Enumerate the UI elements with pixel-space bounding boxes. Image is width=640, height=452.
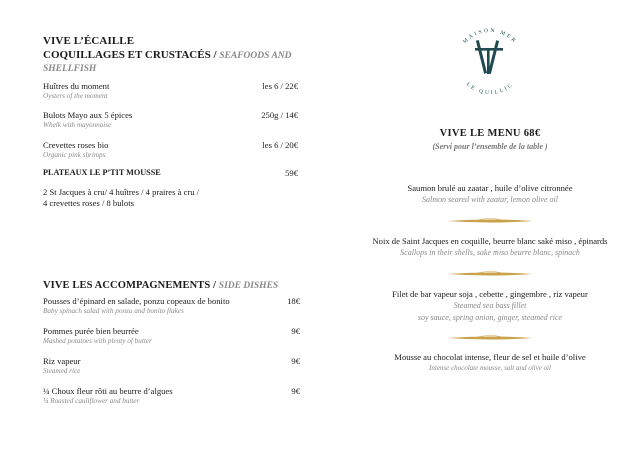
ecaille-subtitle-fr: COQUILLAGES ET CRUSTACÉS / <box>43 49 220 61</box>
item-translation: Whelk with mayonnaise <box>43 121 112 129</box>
item-price: 18€ <box>287 296 300 306</box>
item-name: Bulots Mayo aux 5 épices <box>43 110 133 120</box>
ecaille-subtitle-en: SEAFOODS AND SHELLFISH <box>43 51 292 74</box>
sides-title-fr: VIVE LES ACCOMPAGNEMENTS / <box>43 280 219 291</box>
menu-title: VIVE LE MENU 68€ <box>439 128 541 139</box>
item-name: Pousses d’épinard en salade, ponzu copeaux de bonito <box>43 296 230 306</box>
logo-bottom-text: LE QUILLIC <box>465 81 515 97</box>
platter-item <box>43 168 303 208</box>
menu-course <box>340 183 640 205</box>
ecaille-header <box>43 35 303 75</box>
course-name: Noix de Saint Jacques en coquille, beurre blanc saké miso , épinards <box>372 236 608 246</box>
item-name: Pommes purée bien beurrée <box>43 326 139 336</box>
sides-header <box>43 275 323 293</box>
course-translation: soy sauce, spring onion, ginger, steamed rice <box>417 313 563 322</box>
logo-top-text: MAISON MER <box>462 27 518 46</box>
item-translation: Mashed potatoes with plenty of butter <box>43 337 152 345</box>
item-name: Riz vapeur <box>43 356 81 366</box>
item-price: 250g / 14€ <box>261 110 298 120</box>
course-translation: Salmon seared with zaatar, lemon olive oil <box>422 195 558 204</box>
platter-desc-line1: 2 St Jacques à cru/ 4 huîtres / 4 praires à cru / <box>43 187 200 197</box>
maison-mer-logo <box>448 20 532 100</box>
ecaille-subtitle <box>43 49 303 75</box>
menu-subtitle: (Servi pour l’ensemble de la table ) <box>432 142 548 151</box>
sides-title-en: SIDE DISHES <box>218 281 279 291</box>
ecaille-title: VIVE L’ÉCAILLE <box>43 35 135 47</box>
item-name: Crevettes roses bio <box>43 140 109 150</box>
side-item <box>43 386 300 405</box>
side-item <box>43 326 300 345</box>
course-name: Saumon brulé au zaatar , huile d’olive citronnée <box>407 183 573 193</box>
gold-divider-icon <box>445 269 535 279</box>
item-price: 9€ <box>291 356 300 366</box>
item-price: les 6 / 20€ <box>262 140 298 150</box>
item-name: ¼ Choux fleur rôti au beurre d’algues <box>43 386 173 396</box>
menu-header <box>340 128 640 151</box>
logo-monogram-icon <box>475 40 503 74</box>
side-item <box>43 356 300 375</box>
course-translation: Steamed sea bass fillet <box>453 301 527 310</box>
course-translation: Intense chocolate mousse, salt and olive oil <box>429 364 551 372</box>
item-translation: ¼ Roasted cauliflower and butter <box>43 397 140 405</box>
course-name: Mousse au chocolat intense, fleur de sel et huile d’olive <box>394 352 586 362</box>
item-translation: Oysters of the moment <box>43 92 108 100</box>
menu-course <box>340 352 640 374</box>
item-translation: Steamed rice <box>43 367 81 375</box>
side-item <box>43 296 300 315</box>
seafood-item <box>43 140 303 159</box>
item-name: Huîtres du moment <box>43 81 110 91</box>
item-price: 9€ <box>291 326 300 336</box>
seafood-item <box>43 81 303 100</box>
platter-desc-line2: 4 crevettes roses / 8 bulots <box>43 198 134 208</box>
seafood-item <box>43 110 303 129</box>
course-name: Filet de bar vapeur soja , cebette , gingembre , riz vapeur <box>392 289 588 299</box>
item-price: les 6 / 22€ <box>262 81 298 91</box>
course-translation: Scallops in their shells, sake miso beurre blanc, spinach <box>400 248 580 257</box>
item-translation: Baby spinach salad with ponzu and bonito flakes <box>43 307 184 315</box>
menu-course <box>340 236 640 258</box>
item-translation: Organic pink shrimps <box>43 151 106 159</box>
platter-name: PLATEAUX LE P’TIT MOUSSE <box>43 168 161 177</box>
item-price: 9€ <box>291 386 300 396</box>
menu-course <box>340 289 640 323</box>
gold-divider-icon <box>445 216 535 226</box>
platter-price: 59€ <box>285 168 298 178</box>
gold-divider-icon <box>445 333 535 343</box>
